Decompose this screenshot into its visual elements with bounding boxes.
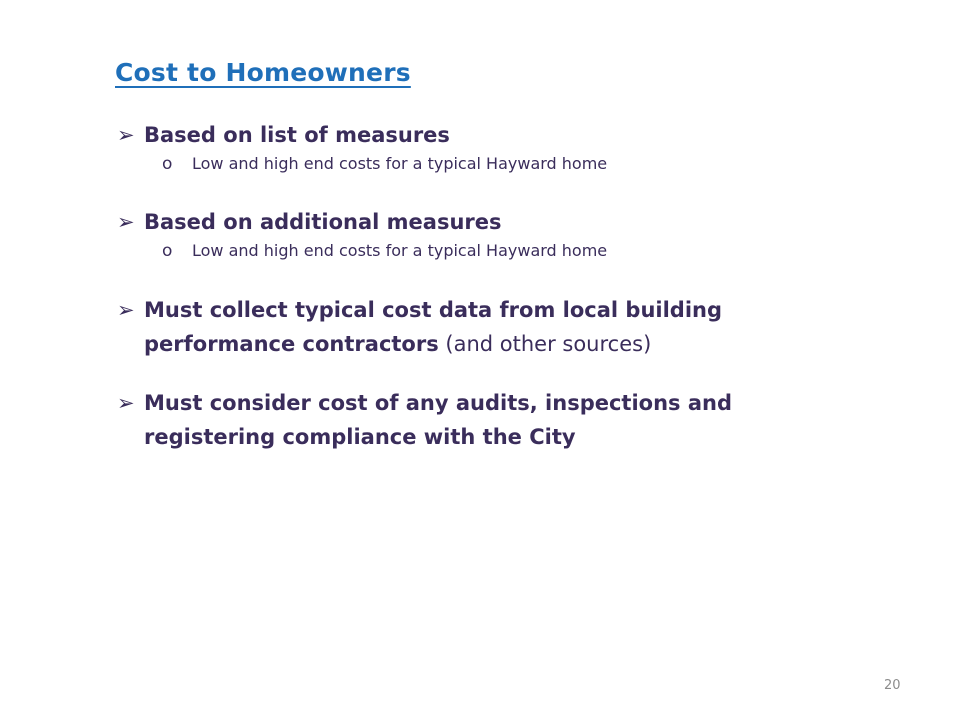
sub-bullet-item xyxy=(162,239,817,263)
bullet-item xyxy=(117,205,817,263)
bullet-item xyxy=(117,118,817,176)
page-number: 20 xyxy=(884,678,901,693)
bullet-text-bold: Must collect typical cost data from local building performance contractors xyxy=(144,298,723,356)
bullet-text: Based on additional measures xyxy=(144,210,502,234)
bullet-text: Must consider cost of any audits, inspections and registering compliance with the City xyxy=(144,391,733,449)
arrow-bullet-icon: ➢ xyxy=(117,298,135,322)
sub-bullet-text: Low and high end costs for a typical Hayward home xyxy=(192,154,608,173)
circle-bullet-icon: o xyxy=(162,241,173,261)
bullet-text-normal: (and other sources) xyxy=(438,332,652,356)
slide-title: Cost to Homeowners xyxy=(115,58,411,87)
circle-bullet-icon: o xyxy=(162,154,173,174)
bullet-text xyxy=(144,293,817,361)
sub-bullet-item xyxy=(162,152,817,176)
sub-bullet-text: Low and high end costs for a typical Hayward home xyxy=(192,241,608,260)
bullet-text: Based on list of measures xyxy=(144,123,450,147)
bullet-item xyxy=(117,293,817,361)
arrow-bullet-icon: ➢ xyxy=(117,123,135,147)
arrow-bullet-icon: ➢ xyxy=(117,210,135,234)
bullet-item xyxy=(117,386,817,454)
arrow-bullet-icon: ➢ xyxy=(117,391,135,415)
